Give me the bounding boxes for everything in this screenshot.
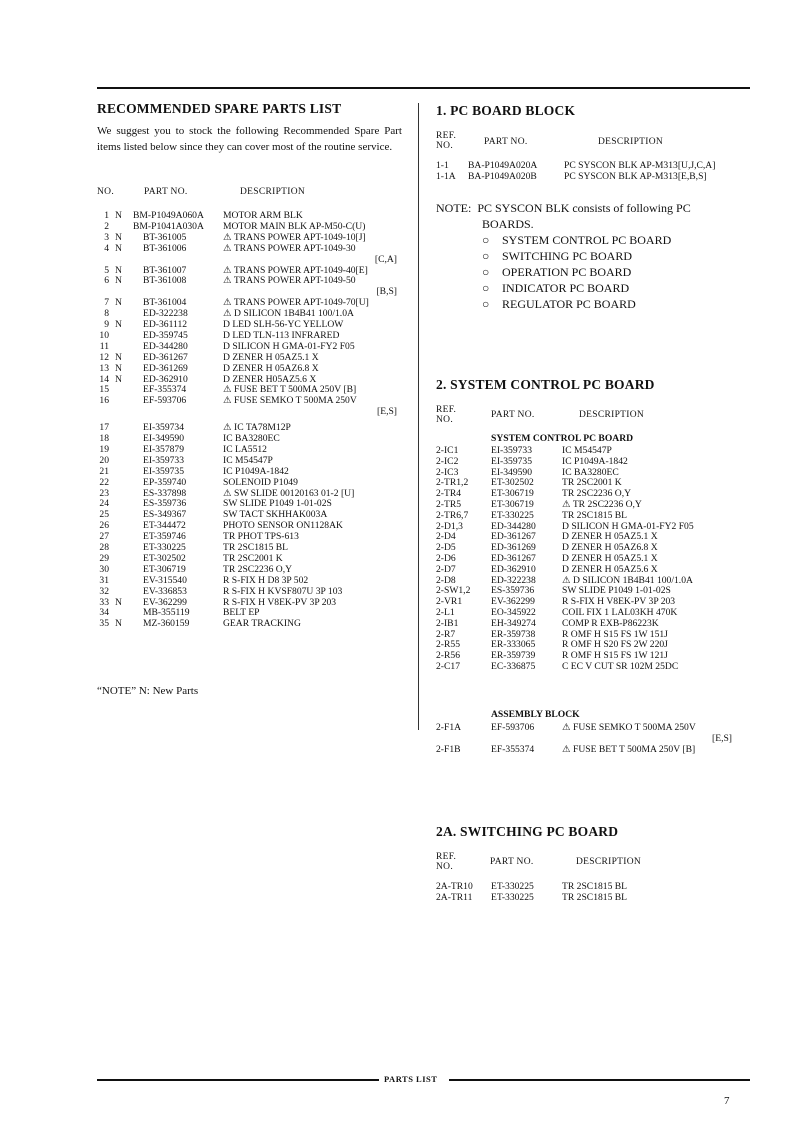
switching-title: 2A. SWITCHING PC BOARD [436,824,619,839]
description: ⚠ FUSE BET T 500MA 250V [B] [562,743,696,755]
description: D ZENER H05AZ5.6 X [223,373,317,385]
spare-parts-table [97,0,407,700]
description: D ZENER H 05AZ5.1 X [562,531,658,543]
table-row [97,553,407,564]
description: MOTOR MAIN BLK AP-M50-C(U) [223,220,366,232]
part-number: ET-330225 [491,509,534,521]
board-list-item: ○ INDICATOR PC BOARD [482,281,630,295]
description: ⚠ D SILICON 1B4B41 100/1.0A [562,574,693,586]
table-row [97,232,407,243]
table-row [97,498,407,509]
description: TR PHOT TPS-613 [223,531,299,543]
part-number: ES-359736 [143,498,187,510]
part-number: BT-361004 [143,297,187,309]
part-number: EH-349274 [491,617,536,629]
note-cont: BOARDS. [482,217,534,231]
new-parts-note: “NOTE” N: New Parts [97,685,199,697]
part-number: EI-359735 [143,465,185,477]
part-number: EV-315540 [143,574,187,586]
table-row [97,395,407,406]
table-row [97,564,407,575]
part-number: ED-361269 [491,542,536,554]
part-number: ET-330225 [143,542,186,553]
item-no: 1 [104,210,109,221]
part-number: EV-336853 [143,585,187,597]
ref-no: 2-TR5 [436,499,462,510]
description: PHOTO SENSOR ON1128AK [223,520,343,532]
part-number: ET-330225 [491,881,534,892]
item-no: 25 [99,509,109,521]
description: TR 2SC1815 BL [562,881,628,892]
part-number: ER-359739 [491,650,536,662]
part-number: ED-361269 [143,362,188,374]
part-number: MZ-360159 [143,618,190,630]
table-row [97,575,407,586]
description: D ZENER H 05AZ5.1 X [223,351,319,363]
part-number: ED-361112 [143,319,188,330]
page-number: 7 [724,1095,730,1107]
description: PC SYSCON BLK AP-M313[E,B,S] [564,170,707,182]
ref-no: 2-IC1 [436,445,459,456]
part-number: ET-359746 [143,531,186,543]
description: ⚠ FUSE SEMKO T 500MA 250V [562,722,696,733]
part-number: ER-359738 [491,628,536,640]
ref-no: 2-SW1,2 [436,585,471,597]
item-no: 4 [104,242,109,254]
table-row [97,618,407,629]
item-no: 29 [99,552,109,564]
ref-no: 2-F1A [436,722,462,733]
table-row [97,319,407,330]
description: TR 2SC2236 O,Y [562,488,632,500]
item-no: 11 [99,340,109,352]
pcb-header-no: NO. [436,141,453,151]
part-number: EI-359733 [491,445,533,456]
table-row [97,265,407,276]
ref-no: 1-1A [436,170,456,182]
item-no: 30 [99,563,109,575]
part-number: ER-333065 [491,639,536,651]
footer-rule-left [97,1079,379,1081]
new-flag: N [115,319,122,330]
description: D SILICON H GMA-01-FY2 F05 [223,340,355,352]
description: ⚠ IC TA78M12P [223,422,291,434]
description: COMP R EXB-P86223K [562,617,659,629]
new-flag: N [115,242,122,254]
note-lead: NOTE: [436,201,472,215]
description: R S-FIX H V8EK-PV 3P 203 [562,596,676,608]
description: ⚠ D SILICON 1B4B41 100/1.0A [223,308,354,320]
part-number: EC-336875 [491,661,536,672]
part-number: ES-337898 [143,487,187,499]
table-row [97,341,407,352]
description: TR 2SC1815 BL [562,891,628,903]
description: D LED TLN-113 INFRARED [223,329,340,341]
item-no: 19 [99,443,109,455]
circle-bullet-icon: ○ [482,249,490,263]
part-number: ED-322238 [143,308,188,320]
new-flag: N [115,596,122,608]
part-number: ED-362910 [491,563,536,575]
part-number: EP-359740 [143,476,187,488]
description: ⚠ TRANS POWER APT-1049-40[E] [223,264,368,276]
description: ⚠ TRANS POWER APT-1049-70[U] [223,297,369,309]
part-number: EF-355374 [143,384,187,396]
spare-header-desc: DESCRIPTION [240,187,306,197]
table-row [97,352,407,363]
spare-parts-intro: We suggest you to stock the following Recommended Spare Part items listed below since they can cover most of the routine service. [97,125,402,153]
sc-header-ref: REF. [436,405,457,415]
spare-header-no: NO. [97,187,114,197]
pcb-header-desc: DESCRIPTION [598,137,664,147]
description: SW TACT SKHHAK003A [223,509,328,521]
description: D ZENER H 05AZ5.1 X [562,553,658,564]
table-row [436,881,756,892]
part-number: ED-361267 [143,351,188,363]
table-row [97,433,407,444]
part-number: ED-362910 [143,373,188,385]
item-no: 34 [99,607,109,619]
description: R OMF H S15 FS 1W 151J [562,628,668,640]
table-row [97,586,407,597]
table-row [97,210,407,221]
item-no: 15 [99,384,109,396]
description: IC P1049A-1842 [223,465,289,477]
ref-no: 2-IC3 [436,466,459,478]
item-no: 17 [99,422,109,434]
spare-header-part: PART NO. [144,187,188,197]
new-flag: N [115,231,122,243]
circle-bullet-icon: ○ [482,233,490,247]
table-row [97,221,407,232]
sw-header-desc: DESCRIPTION [576,857,642,867]
item-no: 5 [104,264,109,276]
ref-no: 2-R7 [436,628,456,640]
description: D ZENER H 05AZ5.6 X [562,563,658,575]
description: IC M54547P [562,445,612,456]
ref-no: 2-IB1 [436,617,459,629]
table-row [436,892,756,903]
table-row [97,455,407,466]
part-number: EF-593706 [491,722,535,733]
ref-no: 1-1 [436,160,449,171]
item-no: 2 [104,220,109,232]
table-row [97,275,407,286]
part-number: ED-344280 [491,520,536,532]
footer-label: PARTS LIST [384,1074,438,1084]
part-number: BM-P1041A030A [133,220,204,232]
ref-no: 2-L1 [436,607,455,618]
description: TR 2SC1815 BL [223,542,289,553]
part-number: ED-322238 [491,574,536,586]
table-row [97,477,407,488]
description: SW SLIDE P1049 1-01-02S [223,498,332,510]
table-row [97,531,407,542]
sc-header-part: PART NO. [491,410,535,420]
table-row [97,509,407,520]
table-row [97,422,407,433]
ref-no: 2-D5 [436,542,456,554]
description: TR 2SC2001 K [562,477,622,489]
item-no: 9 [104,319,109,330]
description: GEAR TRACKING [223,618,301,630]
item-no: 23 [99,487,109,499]
description: SOLENOID P1049 [223,476,298,488]
ref-no: 2-TR4 [436,488,462,500]
column-divider [418,103,419,730]
pcb-header-ref: REF. [436,131,457,141]
pc-board-block-title: 1. PC BOARD BLOCK [436,103,576,118]
item-no: 13 [99,362,109,374]
table-row [97,466,407,477]
board-list-item: ○ OPERATION PC BOARD [482,265,632,279]
description: ⚠ FUSE SEMKO T 500MA 250V [223,395,357,407]
description-continuation: [E,S] [377,406,397,418]
description: IC BA3280EC [223,433,280,444]
description: ⚠ TRANS POWER APT-1049-30 [223,242,356,254]
new-flag: N [115,297,122,309]
part-number: EF-355374 [491,743,535,755]
part-number: ET-302502 [491,477,534,489]
description: D SILICON H GMA-01-FY2 F05 [562,520,694,532]
table-row [97,444,407,455]
part-number: ET-344472 [143,520,186,532]
item-no: 31 [99,574,109,586]
item-no: 35 [99,618,109,630]
sw-header-ref: REF. [436,852,457,862]
pcb-header-part: PART NO. [484,137,528,147]
part-number: BT-361007 [143,264,187,276]
system-control-title: 2. SYSTEM CONTROL PC BOARD [436,377,655,392]
part-number: BT-361008 [143,275,187,287]
table-row [97,597,407,608]
description: BELT EP [223,607,260,619]
sc-header-no: NO. [436,415,453,425]
sw-header-part: PART NO. [490,857,534,867]
ref-no: 2-VR1 [436,596,463,608]
description: R OMF H S15 FS 1W 121J [562,650,668,662]
note-text: PC SYSCON BLK consists of following PC [477,201,691,215]
item-no: 32 [99,585,109,597]
item-no: 12 [99,351,109,363]
part-number: EI-349590 [143,433,185,444]
description: C EC V CUT SR 102M 25DC [562,661,679,672]
description: ⚠ TR 2SC2236 O,Y [562,499,642,510]
part-number: MB-355119 [143,607,190,619]
table-row [97,243,407,254]
item-no: 16 [99,395,109,407]
part-number: EI-359734 [143,422,185,434]
ref-no: 2-R56 [436,650,460,662]
description: D LED SLH-56-YC YELLOW [223,319,344,330]
part-number: EV-362299 [143,596,187,608]
circle-bullet-icon: ○ [482,265,490,279]
item-no: 7 [104,297,109,309]
description: D ZENER H 05AZ6.8 X [223,362,319,374]
ref-no: 2-F1B [436,743,461,755]
sc-subtitle: SYSTEM CONTROL PC BOARD [491,433,634,444]
assembly-block-title: ASSEMBLY BLOCK [491,709,580,720]
table-row [97,607,407,618]
item-no: 24 [99,498,109,510]
part-number: EO-345922 [491,607,536,618]
item-no: 14 [99,373,109,385]
ref-no: 2-D4 [436,531,456,543]
part-number: ET-306719 [491,488,534,500]
part-number: BA-P1049A020A [468,160,538,171]
description: IC M54547P [223,454,273,466]
new-flag: N [115,275,122,287]
item-no: 33 [99,596,109,608]
ref-no: 2-TR1,2 [436,477,469,489]
switching-table [436,0,756,910]
description: MOTOR ARM BLK [223,210,303,221]
description: R S-FIX H KVSF807U 3P 103 [223,585,343,597]
new-flag: N [115,264,122,276]
item-no: 20 [99,454,109,466]
new-flag: N [115,362,122,374]
ref-no: 2-D8 [436,574,456,586]
table-row [97,542,407,553]
description-continuation: [E,S] [712,732,732,744]
spare-parts-title: RECOMMENDED SPARE PARTS LIST [97,101,342,116]
description-continuation: [B,S] [376,286,397,298]
table-row [97,374,407,385]
part-number: EI-359735 [491,455,533,467]
circle-bullet-icon: ○ [482,281,490,295]
ref-no: 2-D6 [436,553,456,564]
part-number: ES-349367 [143,509,187,521]
board-list-item: ○ SYSTEM CONTROL PC BOARD [482,233,672,247]
description: IC LA5512 [223,443,267,455]
part-number: ET-306719 [491,499,534,510]
board-list-item: ○ SWITCHING PC BOARD [482,249,633,263]
new-flag: N [115,373,122,385]
item-no: 28 [99,542,109,553]
item-no: 10 [99,329,109,341]
sc-header-desc: DESCRIPTION [579,410,645,420]
part-number: EI-349590 [491,466,533,478]
table-row [97,520,407,531]
item-no: 3 [104,231,109,243]
part-number: BA-P1049A020B [468,170,537,182]
description: R S-FIX H V8EK-PV 3P 203 [223,596,337,608]
new-flag: N [115,210,122,221]
part-number: EI-357879 [143,443,185,455]
item-no: 18 [99,433,109,444]
description-continuation: [C,A] [374,253,397,265]
description: TR 2SC2236 O,Y [223,563,293,575]
part-number: ED-361267 [491,553,536,564]
description: ⚠ TRANS POWER APT-1049-50 [223,275,356,287]
sw-header-no: NO. [436,862,453,872]
description: TR 2SC1815 BL [562,509,628,521]
item-no: 26 [99,520,109,532]
part-number: ED-361267 [491,531,536,543]
item-no: 22 [99,476,109,488]
part-number: ET-330225 [491,891,534,903]
item-no: 8 [104,308,109,320]
description: COIL FIX 1 LAL03KH 470K [562,607,678,618]
description: IC BA3280EC [562,466,619,478]
description: D ZENER H 05AZ6.8 X [562,542,658,554]
footer-rule-right [449,1079,750,1081]
ref-no: 2A-TR10 [436,881,473,892]
part-number: ET-306719 [143,563,186,575]
part-number: BM-P1049A060A [133,210,204,221]
part-number: ED-344280 [143,340,188,352]
ref-no: 2-TR6,7 [436,509,469,521]
table-row [97,488,407,499]
table-row [97,308,407,319]
description: TR 2SC2001 K [223,552,283,564]
part-number: EV-362299 [491,596,535,608]
ref-no: 2-IC2 [436,455,459,467]
ref-no: 2A-TR11 [436,891,473,903]
part-number: ET-302502 [143,552,186,564]
new-flag: N [115,618,122,630]
board-list-item: ○ REGULATOR PC BOARD [482,297,636,311]
new-flag: N [115,351,122,363]
description: IC P1049A-1842 [562,455,628,467]
item-no: 21 [99,465,109,477]
description: ⚠ SW SLIDE 00120163 01-2 [U] [223,487,355,499]
description: SW SLIDE P1049 1-01-02S [562,585,671,597]
part-number: BT-361005 [143,231,187,243]
part-number: BT-361006 [143,242,187,254]
item-no: 6 [104,275,109,287]
table-row [97,330,407,341]
circle-bullet-icon: ○ [482,297,490,311]
table-row [97,363,407,374]
description: ⚠ TRANS POWER APT-1049-10[J] [223,231,366,243]
ref-no: 2-C17 [436,661,460,672]
table-row [97,297,407,308]
part-number: EI-359733 [143,454,185,466]
item-no: 27 [99,531,109,543]
description: PC SYSCON BLK AP-M313[U,J,C,A] [564,160,716,171]
description: R OMF H S20 FS 2W 220J [562,639,668,651]
ref-no: 2-D1,3 [436,520,463,532]
part-number: ED-359745 [143,329,188,341]
ref-no: 2-R55 [436,639,460,651]
part-number: EF-593706 [143,395,187,407]
part-number: ES-359736 [491,585,535,597]
description: ⚠ FUSE BET T 500MA 250V [B] [223,384,357,396]
description: R S-FIX H D8 3P 502 [223,574,309,586]
table-row [97,384,407,395]
ref-no: 2-D7 [436,563,456,575]
